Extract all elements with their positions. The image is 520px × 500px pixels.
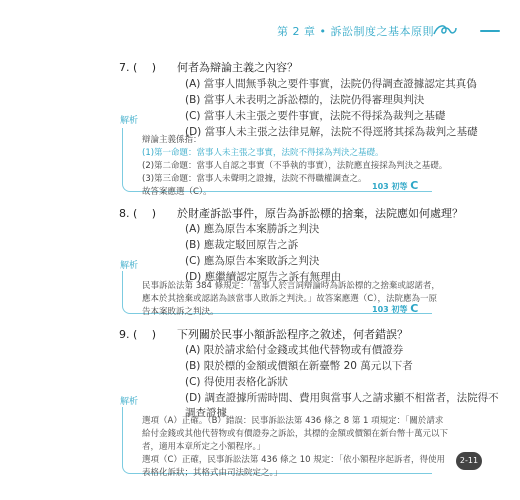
- question-7-number: 7. ( ): [119, 61, 157, 74]
- question-7-option-c: (C) 當事人未主張之要件事實，法院不得採為裁判之基礎: [185, 110, 446, 122]
- analysis-7-line-4: (3)第三命題：當事人未聲明之證據，法院不得職權調查之。: [142, 174, 367, 184]
- analysis-9-line-4: 選項（C）正確，民事訴訟法第 436 條之 10 規定：「依小額程序起訴者，得使用: [142, 455, 446, 465]
- question-9-option-b: (B) 限於標的金額或價額在新臺幣 20 萬元以下者: [185, 360, 413, 372]
- analysis-8-exam-tag: 103 初等 C: [372, 302, 419, 315]
- question-9-option-d-cont: 調查證據: [185, 407, 227, 419]
- question-8-option-a: (A) 應為原告本案勝訴之判決: [185, 223, 320, 235]
- analysis-9-line-5: 表格化訴狀；其格式由司法院定之。」: [142, 468, 283, 478]
- analysis-9-line-3: 者，適用本章所定之小額程序。」: [142, 442, 266, 452]
- question-8-option-d: (D) 應繼續認定原告之訴有無理由: [185, 271, 342, 283]
- analysis-7-line-2: (1)第一命題：當事人未主張之事實，法院不得採為判決之基礎。: [142, 148, 384, 158]
- page-header: [0, 20, 520, 42]
- analysis-7-line-1: 辯論主義係指：: [142, 135, 202, 145]
- question-7-option-b: (B) 當事人未表明之訴訟標的，法院仍得審理與判決: [185, 94, 425, 106]
- question-9-text: 下列關於民事小額訴訟程序之敘述，何者錯誤？: [177, 328, 408, 341]
- analysis-8-line-2: 應本於其捨棄或認諾為該當事人敗訴之判決。」故答案應選（C），法院應為一原: [142, 294, 437, 304]
- analysis-8-line-3: 告本案敗訴之判決。: [142, 307, 219, 317]
- analysis-8-line-1: 民事訴訟法第 384 條規定：「當事人於言詞辯論時為訴訟標的之捨棄或認諾者，: [142, 281, 440, 291]
- question-8-option-c: (C) 應為原告本案敗訴之判決: [185, 255, 320, 267]
- question-8-number: 8. ( ): [119, 207, 157, 220]
- analysis-7-line-3: (2)第二命題：當事人自認之事實（不爭執的事實），法院應直接採為判決之基礎。: [142, 161, 448, 171]
- question-7-option-a: (A) 當事人間無爭執之要件事實，法院仍得調查證據認定其真偽: [185, 78, 477, 90]
- analysis-8-label: 解析: [118, 258, 140, 271]
- c-mark-icon: C: [410, 179, 419, 192]
- question-9-option-c: (C) 得使用表格化訴狀: [185, 376, 288, 388]
- analysis-9-line-1: 選項（A）正確。（B）錯誤：民事訴訟法第 436 條之 8 第 1 項規定：「關於請求: [142, 416, 444, 426]
- question-7-text: 何者為辯論主義之內容？: [177, 61, 298, 74]
- header-accent-bar: [480, 30, 500, 32]
- chapter-title: 第 2 章 • 訴訟制度之基本原則: [277, 25, 434, 38]
- page-number-badge: 2-11: [456, 452, 482, 470]
- question-8-option-b: (B) 應裁定駁回原告之訴: [185, 239, 299, 251]
- analysis-7-exam-tag: 103 初等 C: [372, 179, 419, 192]
- question-7-option-d: (D) 當事人未主張之法律見解，法院不得逕將其採為裁判之基礎: [185, 126, 478, 138]
- swirl-ornament-icon: [432, 20, 458, 40]
- analysis-9-line-2: 給付金錢或其他代替物或有價證券之訴訟，其標的金額或價額在新台幣十萬元以下: [142, 429, 449, 439]
- analysis-7-label: 解析: [118, 113, 140, 126]
- question-9-option-d: (D) 調查證據所需時間、費用與當事人之請求顯不相當者，法院得不: [185, 392, 499, 404]
- analysis-7-line-5: 故答案應選（C）。: [142, 187, 212, 197]
- question-9-option-a: (A) 限於請求給付金錢或其他代替物或有價證券: [185, 344, 404, 356]
- c-mark-icon: C: [410, 302, 419, 315]
- question-9-number: 9. ( ): [119, 328, 157, 341]
- analysis-9-label: 解析: [118, 394, 140, 407]
- question-8-text: 於財產訴訟事件，原告為訴訟標的捨棄，法院應如何處理？: [177, 207, 463, 220]
